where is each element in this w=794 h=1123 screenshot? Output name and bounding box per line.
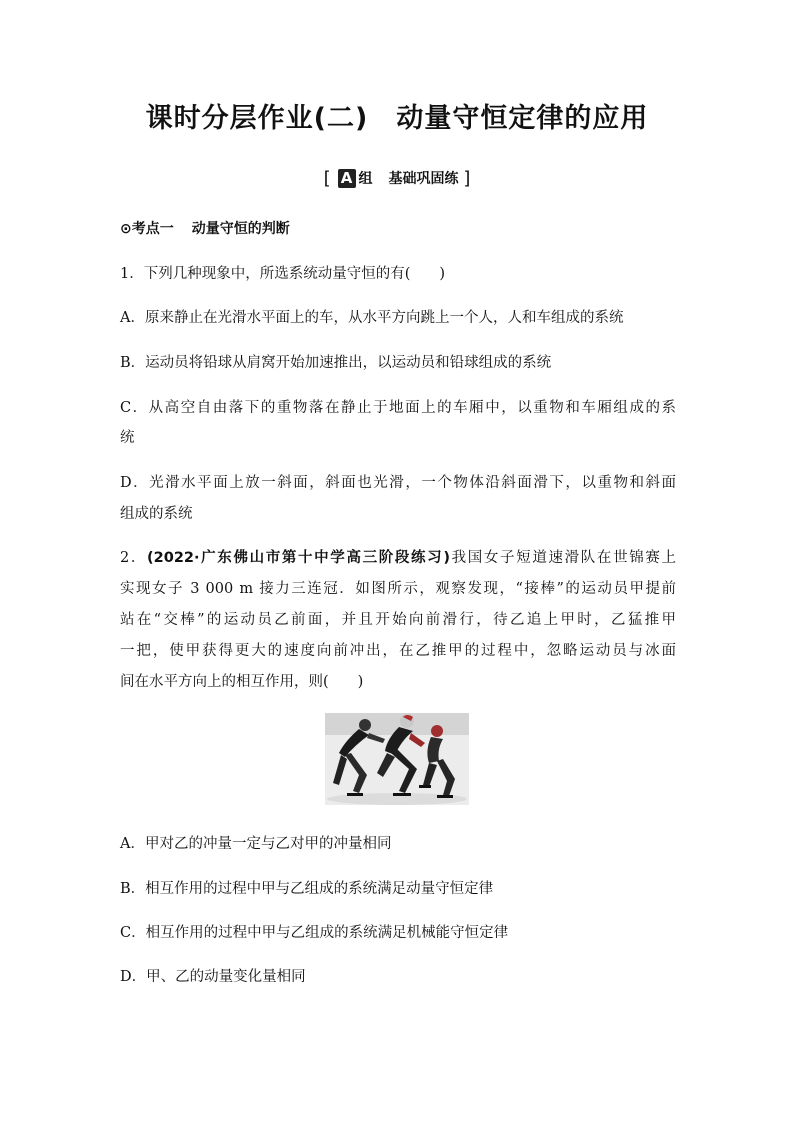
q2-option-a: A．甲对乙的冲量一定与乙对甲的冲量相同 <box>120 836 392 852</box>
q1-option-c-line1: C．从高空自由落下的重物落在静止于地面上的车厢中，以重物和车厢组成的系 <box>120 400 676 416</box>
q2-stem-line1 <box>120 546 676 567</box>
q2-option-d: D．甲、乙的动量变化量相同 <box>120 969 306 985</box>
q1-stem: 1．下列几种现象中，所选系统动量守恒的有( ) <box>120 266 446 282</box>
section-heading <box>120 218 290 238</box>
q1-option-b: B．运动员将铅球从肩窝开始加速推出，以运动员和铅球组成的系统 <box>120 355 552 371</box>
speed-skating-photo <box>325 713 469 805</box>
q2-number: 2． <box>120 550 148 566</box>
q2-stem-line5: 间在水平方向上的相互作用，则( ) <box>120 674 364 690</box>
q2-stem-line3: 站在“交棒”的运动员乙前面，并且开始向前滑行，待乙追上甲时，乙猛推甲 <box>120 612 676 628</box>
q1-option-d-line2: 组成的系统 <box>120 506 193 522</box>
section-name: 动量守恒的判断 <box>191 221 290 237</box>
q2-stem-line4: 一把，使甲获得更大的速度向前冲出，在乙推甲的过程中，忽略运动员与冰面 <box>120 643 676 659</box>
page-title <box>0 96 794 135</box>
section-marker: ⊙考点一 <box>120 221 174 237</box>
q2-stem-text1: 我国女子短道速滑队在世锦赛上 <box>449 550 676 566</box>
group-name: 基础巩固练 <box>388 171 459 187</box>
group-heading <box>0 168 794 189</box>
left-bracket: [ <box>323 168 331 189</box>
q1-option-c-line2: 统 <box>120 430 135 446</box>
q1-option-a: A．原来静止在光滑水平面上的车，从水平方向跳上一个人，人和车组成的系统 <box>120 310 624 326</box>
title-main: 课时分层作业(二) <box>145 103 369 134</box>
title-topic: 动量守恒定律的应用 <box>396 103 649 134</box>
group-badge: A <box>338 169 356 188</box>
q2-stem-line2: 实现女子 3 000 m 接力三连冠．如图所示，观察发现，“接棒”的运动员甲提前 <box>120 581 676 597</box>
right-bracket: ] <box>463 168 471 189</box>
q2-option-b: B．相互作用的过程中甲与乙组成的系统满足动量守恒定律 <box>120 881 494 897</box>
q1-option-d-line1: D．光滑水平面上放一斜面，斜面也光滑，一个物体沿斜面滑下，以重物和斜面 <box>120 475 676 491</box>
group-word: 组 <box>358 171 373 187</box>
q2-option-c: C．相互作用的过程中甲与乙组成的系统满足机械能守恒定律 <box>120 925 509 941</box>
q2-source: (2022·广东佛山市第十中学高三阶段练习) <box>147 550 450 566</box>
